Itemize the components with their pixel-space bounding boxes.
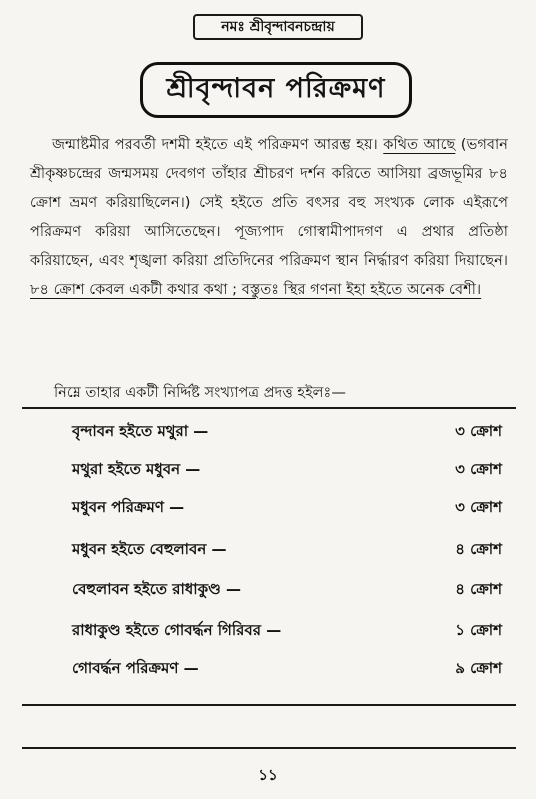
paragraph-text-2: (ভগবান শ্রীকৃষ্ণচন্দ্রের জন্মসময় দেবগণ তাঁহার শ্রীচরণ দর্শন করিতে আসিয়া ব্রজভূমির ৮৪ ক্রোশ ভ্রমণ করিয়াছিলেন।) সেই হইতে প্রতি বৎসর বহু সংখ্যক লোক এইরূপে পরিক্রমণ করিয়া আসিতেছেন। পূজ্যপাদ গোস্বামীপাদগণ এ প্রথার প্রতিষ্ঠা করিয়াছেন, এবং শৃঙ্খলা করিয়া প্রতিদিনের পরিক্রমণ স্থান নির্দ্ধারণ করিয়া দিয়াছেন। <box>30 136 508 269</box>
route-distance: ৩ ক্রোশ <box>455 422 502 440</box>
route-name: গোবর্দ্ধন পরিক্রমণ — <box>72 659 199 677</box>
route-row <box>72 420 502 446</box>
route-name: রাধাকুণ্ড হইতে গোবর্দ্ধন গিরিবর — <box>72 621 282 639</box>
route-row <box>72 458 502 484</box>
table-intro: নিম্নে তাহার একটী নির্দ্দিষ্ট সংখ্যাপত্র প্রদত্ত হইলঃ— <box>54 384 346 401</box>
route-row <box>72 619 502 645</box>
route-distance: ৩ ক্রোশ <box>455 498 502 516</box>
route-row <box>72 578 502 604</box>
body-paragraph <box>30 130 508 304</box>
paragraph-text-1: জন্মাষ্টমীর পরবর্তী দশমী হইতে এই পরিক্রমণ আরম্ভ হয়। <box>52 136 384 153</box>
route-distance: ৪ ক্রোশ <box>455 580 502 598</box>
header-salutation: নমঃ শ্রীবৃন্দাবনচন্দ্রায় <box>221 19 335 35</box>
route-name: মধুবন পরিক্রমণ — <box>72 498 185 516</box>
title-box <box>140 62 412 118</box>
divider-top <box>22 407 516 409</box>
divider-bottom <box>22 747 516 749</box>
paragraph-underlined-1: কথিত আছে <box>383 136 456 153</box>
paragraph-underlined-2: ৮৪ ক্রোশ কেবল একটী কথার কথা ; বস্তুতঃ স্থির গণনা ইহা হইতে অনেক বেশী। <box>30 281 482 298</box>
route-row <box>72 538 502 564</box>
page-title: শ্রীবৃন্দাবন পরিক্রমণ <box>166 72 386 104</box>
route-name: বেহুলাবন হইতে রাধাকুণ্ড — <box>72 580 242 598</box>
page-number: ১১ <box>258 766 278 784</box>
route-name: মথুরা হইতে মধুবন — <box>72 460 201 478</box>
route-distance: ১ ক্রোশ <box>455 621 502 639</box>
route-name: মধুবন হইতে বেহুলাবন — <box>72 540 227 558</box>
route-row <box>72 496 502 522</box>
route-name: বৃন্দাবন হইতে মথুরা — <box>72 422 209 440</box>
route-distance: ৩ ক্রোশ <box>455 460 502 478</box>
header-salutation-box <box>193 14 363 40</box>
route-distance: ৪ ক্রোশ <box>455 540 502 558</box>
route-row <box>72 657 502 683</box>
route-distance: ৯ ক্রোশ <box>455 659 502 677</box>
divider-middle <box>22 704 516 706</box>
